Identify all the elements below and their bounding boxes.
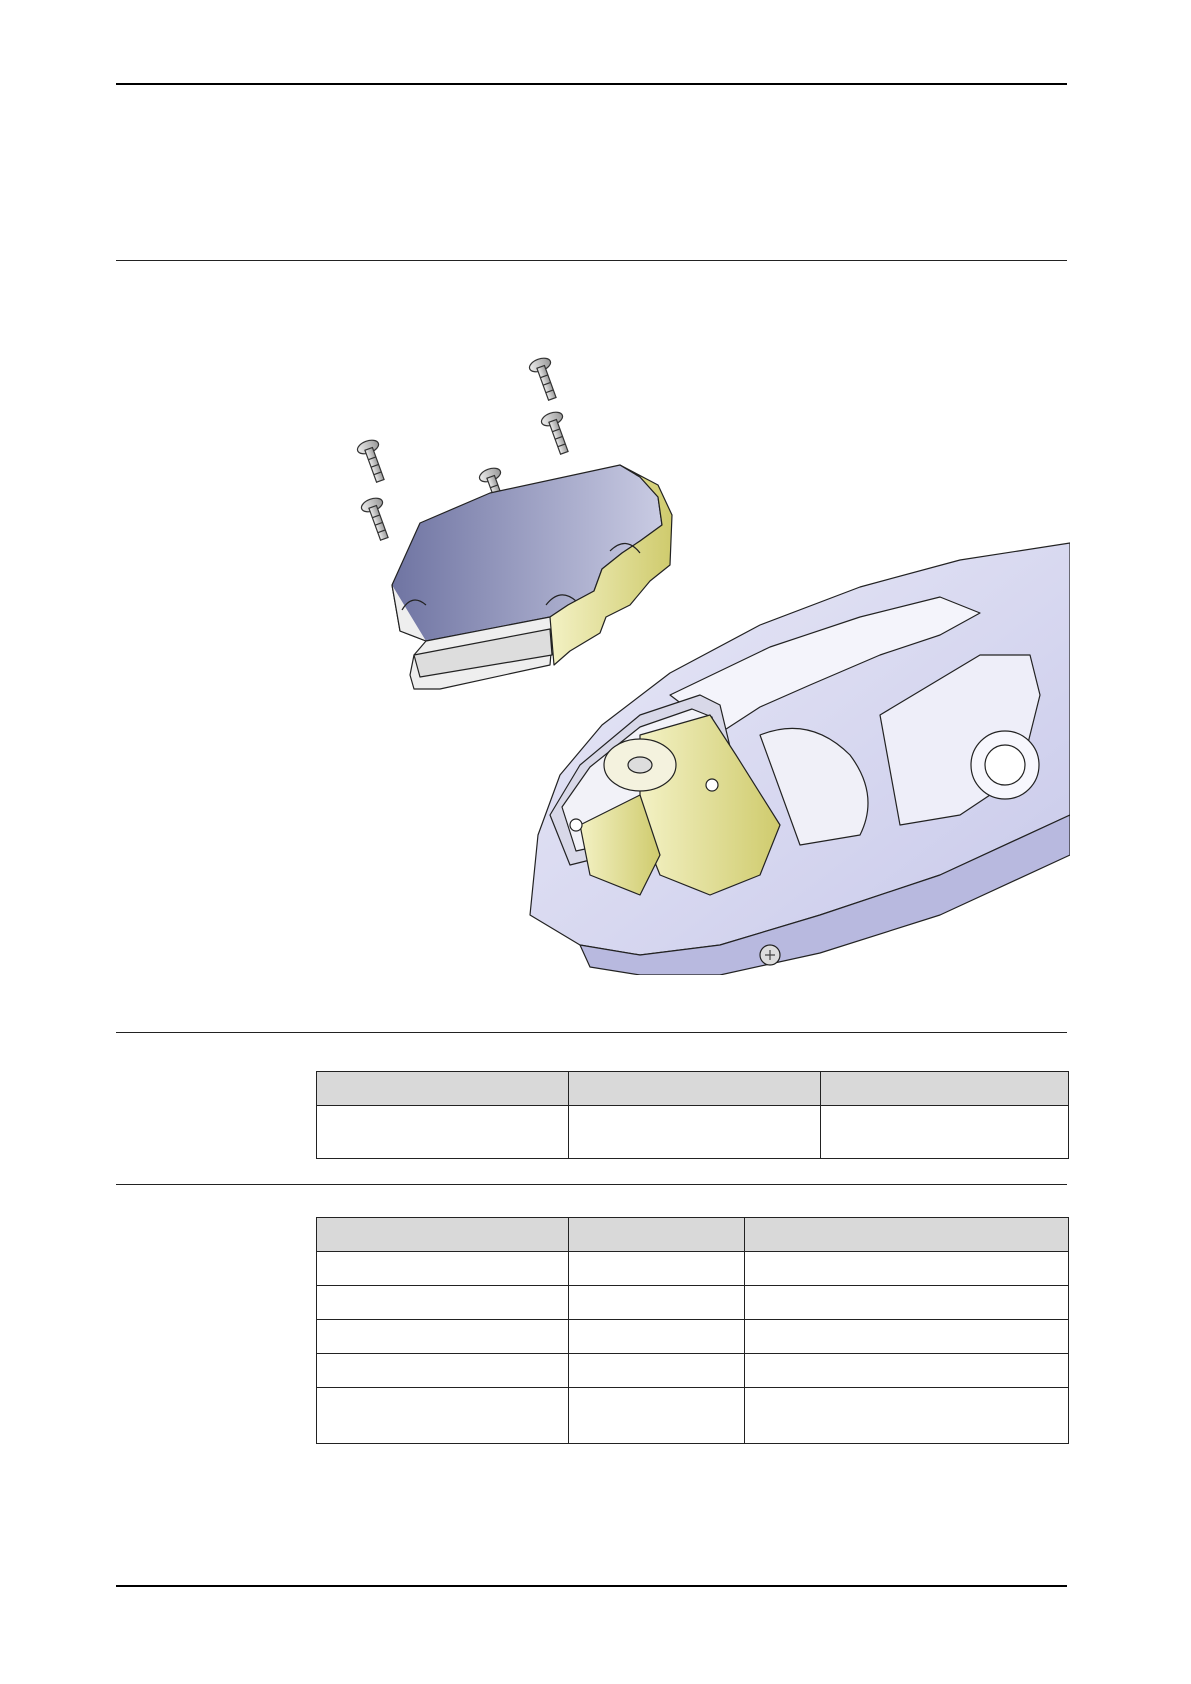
table-row [317, 1286, 1069, 1320]
table-a-header-cell [821, 1072, 1069, 1106]
table-cell [745, 1252, 1069, 1286]
screw-1 [528, 356, 563, 403]
table-b-header-row [317, 1218, 1069, 1252]
table-cell [745, 1320, 1069, 1354]
cover-plate [392, 465, 672, 689]
table-cell [569, 1388, 745, 1444]
table-a-header-cell [569, 1072, 821, 1106]
table-cell [569, 1320, 745, 1354]
table-row [317, 1354, 1069, 1388]
table-cell [317, 1252, 569, 1286]
table-cell [745, 1286, 1069, 1320]
table-a-header-row [317, 1072, 1069, 1106]
table-b-header-cell [569, 1218, 745, 1252]
table-cell [569, 1252, 745, 1286]
table-cell [821, 1106, 1069, 1159]
section-rule-2 [116, 1032, 1067, 1033]
table-row [317, 1320, 1069, 1354]
exploded-view-illustration [340, 355, 1070, 975]
section-rule-3 [116, 1184, 1067, 1185]
table-cell [317, 1286, 569, 1320]
section-rule-1 [116, 260, 1067, 261]
table-cell [569, 1106, 821, 1159]
table-cell [317, 1388, 569, 1444]
screw-3 [356, 438, 391, 485]
bottom-rule [116, 1585, 1067, 1587]
table-b-header-cell [317, 1218, 569, 1252]
table-cell [745, 1354, 1069, 1388]
table-cell [569, 1354, 745, 1388]
table-row [317, 1388, 1069, 1444]
table-b [316, 1217, 1069, 1444]
table-a [316, 1071, 1069, 1159]
top-rule [116, 83, 1067, 85]
table-cell [317, 1320, 569, 1354]
screw-5 [360, 496, 395, 543]
table-cell [569, 1286, 745, 1320]
table-cell [745, 1388, 1069, 1444]
screw-2 [540, 410, 575, 457]
table-a-header-cell [317, 1072, 569, 1106]
table-row [317, 1106, 1069, 1159]
table-cell [317, 1354, 569, 1388]
table-b-header-cell [745, 1218, 1069, 1252]
table-row [317, 1252, 1069, 1286]
table-cell [317, 1106, 569, 1159]
